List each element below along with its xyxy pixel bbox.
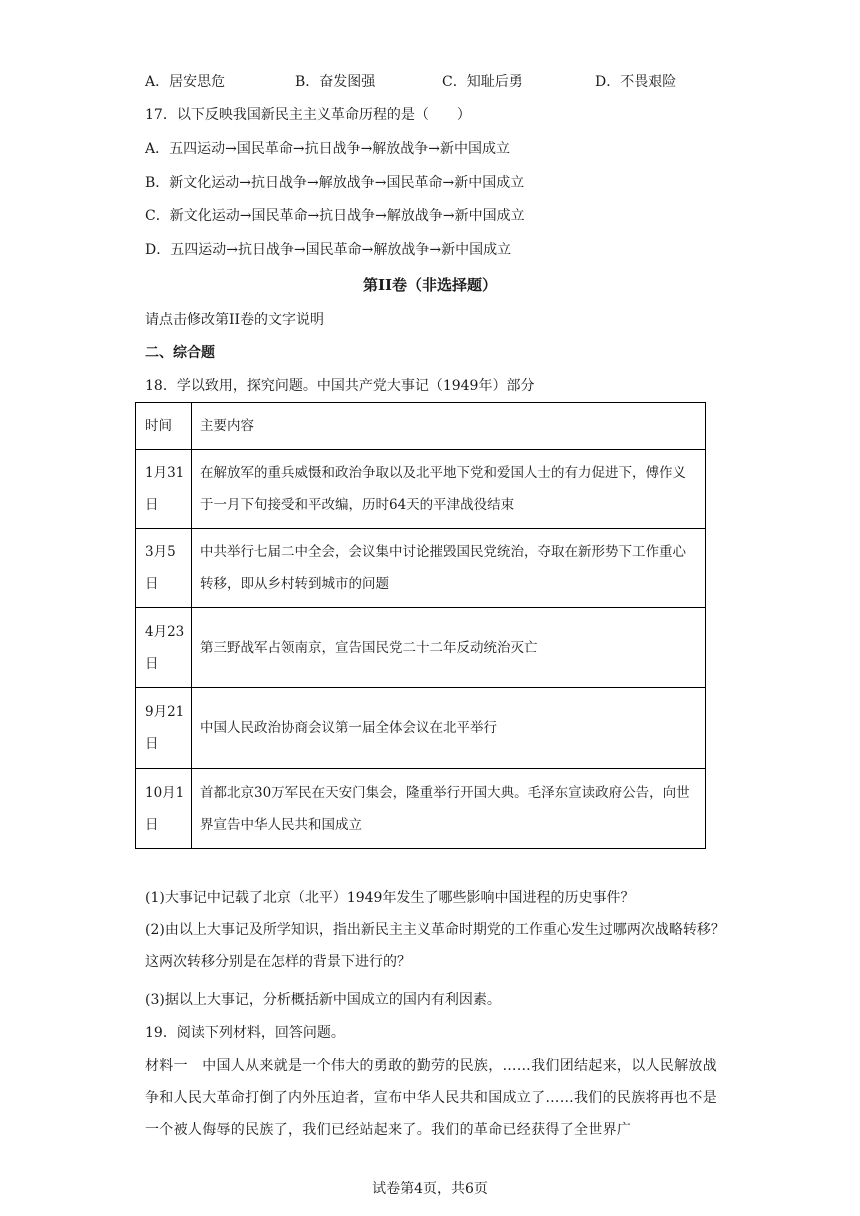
section-heading: 二、综合题 xyxy=(145,345,215,361)
q17-stem: 17．以下反映我国新民主主义革命历程的是（ ） xyxy=(145,107,471,123)
table-cell-content: 第三野战军占领南京，宣告国民党二十二年反动统治灭亡 xyxy=(192,608,706,688)
q16-option-a: A．居安思危 xyxy=(145,74,226,90)
events-table xyxy=(135,402,706,849)
table-row xyxy=(136,688,706,769)
table-header-time: 时间 xyxy=(136,403,192,450)
table-header-content: 主要内容 xyxy=(192,403,706,450)
q18-sub-question-3: (3)据以上大事记，分析概括新中国成立的国内有利因素。 xyxy=(145,992,501,1008)
table-cell-date: 9月21日 xyxy=(136,688,192,769)
q17-option-c: C．新文化运动→国民革命→抗日战争→解放战争→新中国成立 xyxy=(145,208,525,224)
q17-option-a: A．五四运动→国民革命→抗日战争→解放战争→新中国成立 xyxy=(145,141,511,157)
table-cell-content: 首都北京30万军民在天安门集会，隆重举行开国大典。毛泽东宣读政府公告，向世界宣告中华人民共和国成立 xyxy=(192,769,706,849)
table-row xyxy=(136,529,706,608)
table-cell-content: 中共举行七届二中全会，会议集中讨论摧毁国民党统治，夺取在新形势下工作重心转移，即从乡村转到城市的问题 xyxy=(192,529,706,608)
q18-sub-question-2: (2)由以上大事记及所学知识，指出新民主主义革命时期党的工作重心发生过哪两次战略转移？这两次转移分别是在怎样的背景下进行的？ xyxy=(145,922,725,970)
q16-option-d: D．不畏艰险 xyxy=(595,74,677,90)
q16-option-c: C．知耻后勇 xyxy=(442,74,523,90)
section-title: 第II卷（非选择题） xyxy=(362,276,498,294)
section-note[interactable]: 请点击修改第II卷的文字说明 xyxy=(145,312,325,328)
q17-option-d: D．五四运动→抗日战争→国民革命→解放战争→新中国成立 xyxy=(145,242,512,258)
q18-sub-question-1: (1)大事记中记载了北京（北平）1949年发生了哪些影响中国进程的历史事件？ xyxy=(145,890,635,906)
q19-stem: 19．阅读下列材料，回答问题。 xyxy=(145,1025,345,1041)
q17-option-b: B．新文化运动→抗日战争→解放战争→国民革命→新中国成立 xyxy=(145,175,525,191)
page-footer: 试卷第4页，共6页 xyxy=(372,1181,488,1197)
table-cell-date: 10月1日 xyxy=(136,769,192,849)
q16-option-b: B．奋发图强 xyxy=(295,74,376,90)
table-header-row xyxy=(136,403,706,450)
q16-options xyxy=(145,71,745,93)
q19-material-1: 材料一 中国人从来就是一个伟大的勇敢的勤劳的民族，……我们团结起来，以人民解放战争和人民大革命打倒了内外压迫者，宣布中华人民共和国成立了……我们的民族将再也不是一个被人侮辱的民族了，我们已经站起来了。我们的革命已经获得了全世界广 xyxy=(145,1058,717,1138)
q18-stem: 18．学以致用，探究问题。中国共产党大事记（1949年）部分 xyxy=(145,378,535,394)
table-cell-date: 1月31日 xyxy=(136,450,192,529)
table-row xyxy=(136,769,706,849)
table-row xyxy=(136,608,706,688)
table-row xyxy=(136,450,706,529)
table-cell-date: 4月23日 xyxy=(136,608,192,688)
table-cell-content: 中国人民政治协商会议第一届全体会议在北平举行 xyxy=(192,688,706,769)
table-cell-date: 3月5日 xyxy=(136,529,192,608)
table-cell-content: 在解放军的重兵威慑和政治争取以及北平地下党和爱国人士的有力促进下，傅作义于一月下旬接受和平改编，历时64天的平津战役结束 xyxy=(192,450,706,529)
